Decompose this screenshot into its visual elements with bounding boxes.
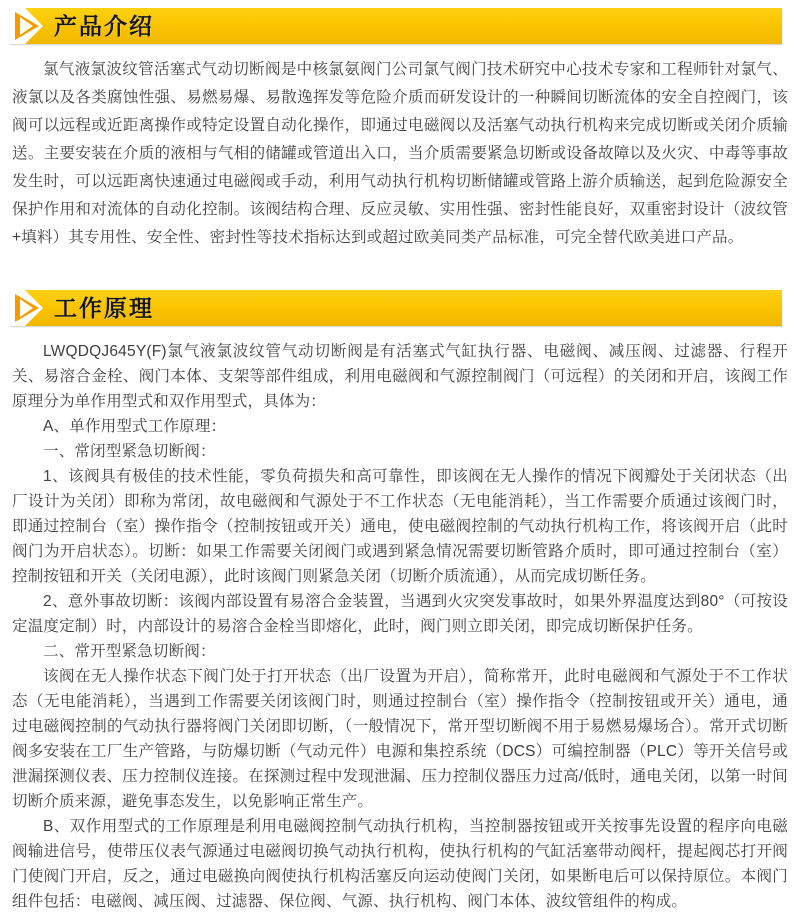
section-header-banner xyxy=(10,290,782,326)
section-product-intro xyxy=(0,8,800,252)
arrow-right-icon xyxy=(10,290,46,326)
section-title: 工作原理 xyxy=(54,295,154,321)
paragraph: 二、常开型紧急切断阀： xyxy=(43,643,216,660)
section-title: 产品介绍 xyxy=(54,13,154,39)
section-body-text xyxy=(12,56,788,252)
paragraph: A、单作用型式工作原理： xyxy=(43,418,227,435)
section-working-principle xyxy=(0,290,800,914)
section-header-banner xyxy=(10,8,782,44)
paragraph: LWQDQJ645Y(F)氯气液氯波纹管气动切断阀是有活塞式气缸执行器、电磁阀、减压阀、过滤器、行程开关、易溶合金栓、阀门本体、支架等部件组成，利用电磁阀和气源控制阀门（可远程）的关闭和开启，该阀工作原理分为单作用型式和双作用型式，具体为： xyxy=(12,343,788,410)
paragraph: 1、该阀具有极佳的技术性能，零负荷损失和高可靠性，即该阀在无人操作的情况下阀瓣处于关闭状态（出厂设计为关闭）即称为常闭，故电磁阀和气源处于不工作状态（无电能消耗），当工作需要介质通过该阀门时，即通过控制台（室）操作指令（控制按钮或开关）通电，使电磁阀控制的气动执行机构工作，将该阀开启（此时阀门为开启状态）。切断：如果工作需要关闭阀门或遇到紧急情况需要切断管路介质时，即可通过控制台（室）控制按钮和开关（关闭电源），此时该阀门则紧急关闭（切断介质流通），从而完成切断任务。 xyxy=(12,468,788,585)
paragraph: 该阀在无人操作状态下阀门处于打开状态（出厂设置为开启），简称常开，此时电磁阀和气源处于不工作状态（无电能消耗），当遇到工作需要关闭该阀门时，则通过控制台（室）操作指令（控制按钮或开关）通电，通过电磁阀控制的气动执行器将阀门关闭即切断，（一般情况下，常开型切断阀不用于易燃易爆场合）。常开式切断阀多安装在工厂生产管路，与防爆切断（气动元件）电源和集控系统（DCS）可编控制器（PLC）等开关信号或泄漏探测仪表、压力控制仪连接。在探测过程中发现泄漏、压力控制仪器压力过高/低时，通电关闭，以第一时间切断介质来源，避免事态发生，以免影响正常生产。 xyxy=(12,668,788,810)
section-body-text xyxy=(12,339,788,914)
paragraph: 氯气液氯波纹管活塞式气动切断阀是中核氯氨阀门公司氯气阀门技术研究中心技术专家和工程师针对氯气、液氯以及各类腐蚀性强、易燃易爆、易散逸挥发等危险介质而研发设计的一种瞬间切断流体的安全自控阀门，该阀可以远程或近距离操作或特定设置自动化操作，即通过电磁阀以及活塞气动执行机构来完成切断或关闭介质输送。主要安装在介质的液相与气相的储罐或管道出入口，当介质需要紧急切断或设备故障以及火灾、中毒等事故发生时，可以远距离快速通过电磁阀或手动，利用气动执行机构切断储罐或管路上游介质输送，起到危险源安全保护作用和对流体的自动化控制。该阀结构合理、反应灵敏、实用性强、密封性能良好，双重密封设计（波纹管+填料）其专用性、安全性、密封性等技术指标达到或超过欧美同类产品标准，可完全替代欧美进口产品。 xyxy=(12,61,788,246)
paragraph: 2、意外事故切断：该阀内部设置有易溶合金装置，当遇到火灾突发事故时，如果外界温度达到80°（可按设定温度定制）时，内部设计的易溶合金栓当即熔化，此时，阀门则立即关闭，即完成切断保护任务。 xyxy=(12,593,788,635)
paragraph: 一、常闭型紧急切断阀： xyxy=(43,443,216,460)
product-detail-page xyxy=(0,8,800,910)
paragraph: B、双作用型式的工作原理是利用电磁阀控制气动执行机构，当控制器按钮或开关按事先设置的程序向电磁阀输进信号，使带压仪表气源通过电磁阀切换气动执行机构，使执行机构的气缸活塞带动阀杆，提起阀芯打开阀门使阀门开启，反之，通过电磁换向阀使执行机构活塞反向运动使阀门关闭，如果断电后可以保持原位。本阀门组件包括：电磁阀、减压阀、过滤器、保位阀、气源、执行机构、阀门本体、波纹管组件的构成。 xyxy=(12,818,788,910)
arrow-right-icon xyxy=(10,8,46,44)
